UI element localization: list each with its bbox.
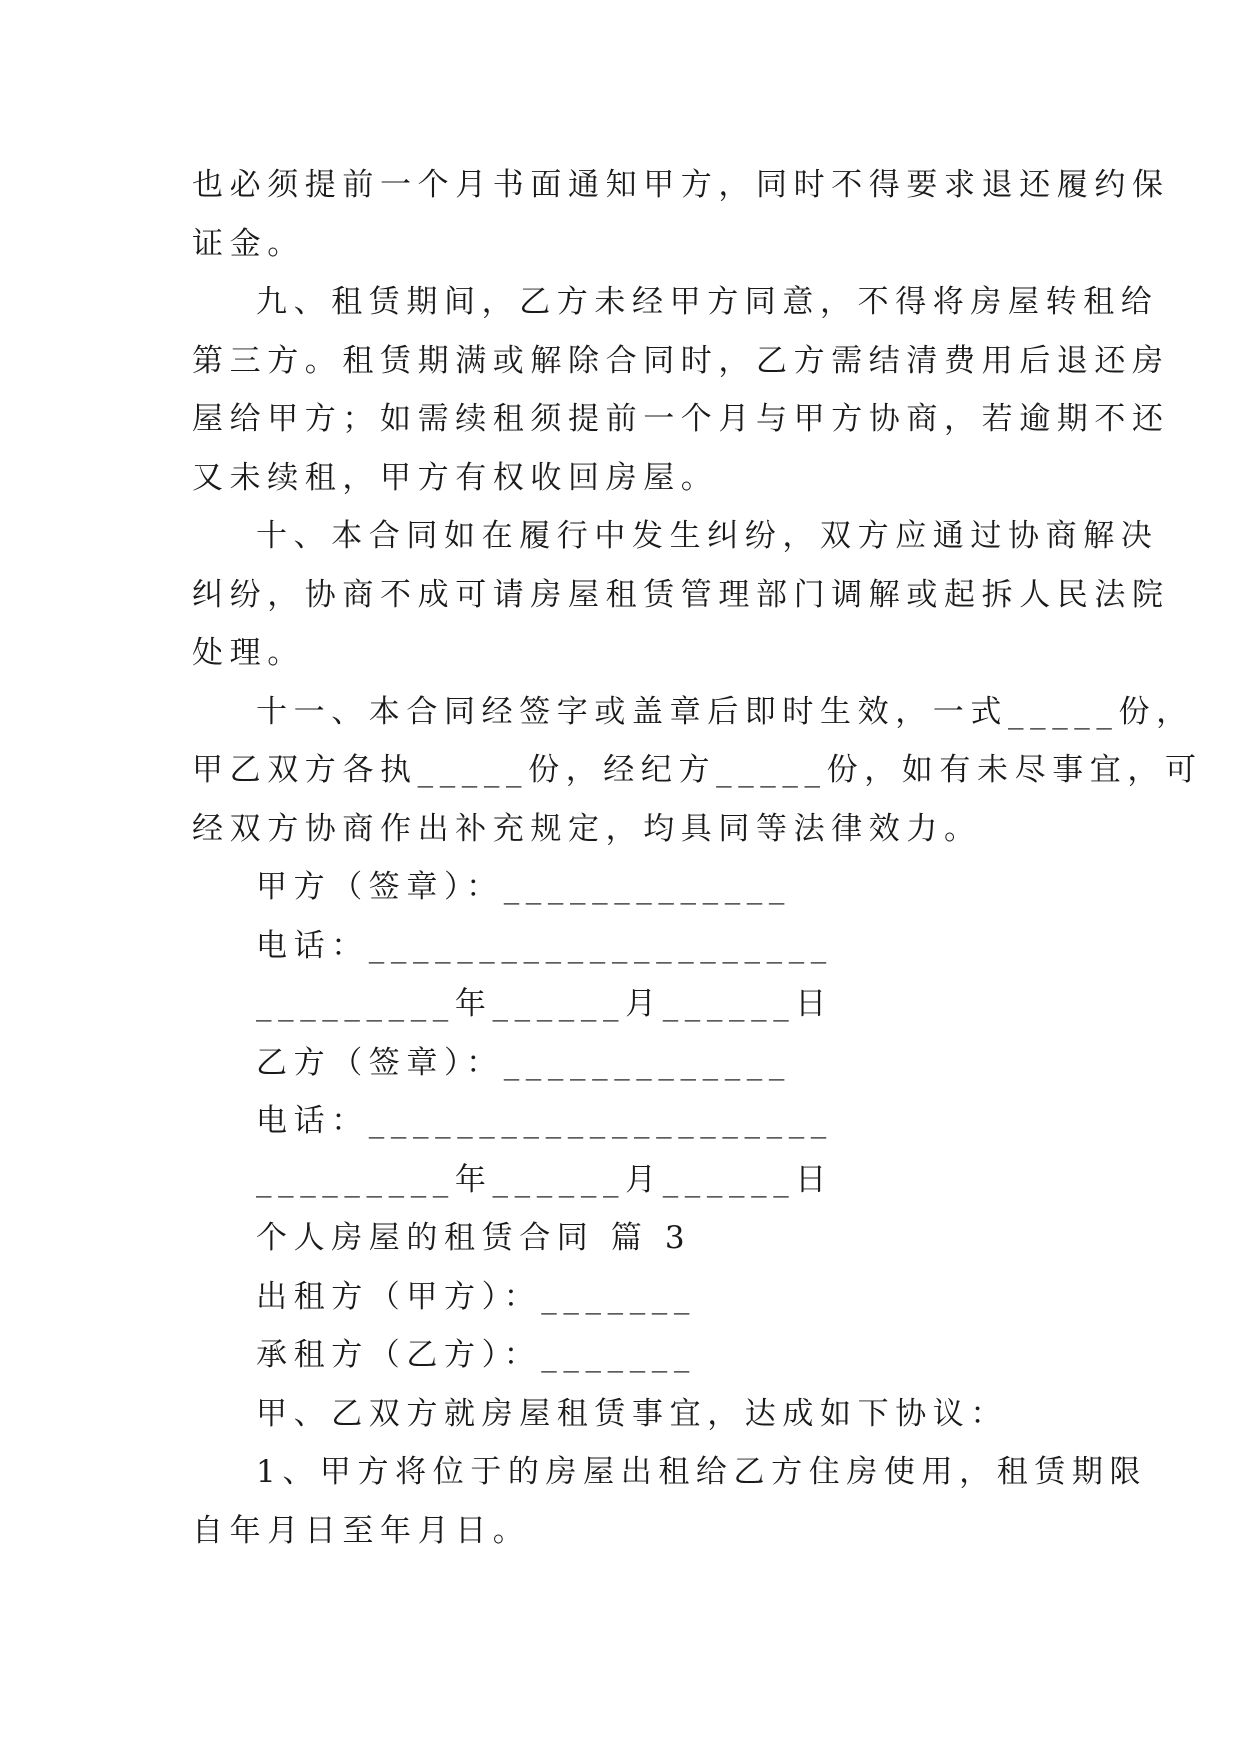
- text-line: 屋给甲方；如需续租须提前一个月与甲方协商，若逾期不还: [192, 401, 1170, 437]
- text-line: 自年月日至年月日。: [192, 1512, 531, 1549]
- clause-9-line: 九、租赁期间，乙方未经甲方同意，不得将房屋转租给: [256, 284, 1159, 320]
- text-line: 甲乙双方各执_____份，经纪方_____份，如有未尽事宜，可: [192, 752, 1203, 788]
- text-line: 经双方协商作出补充规定，均具同等法律效力。: [192, 810, 982, 847]
- clause-1-line: 1、甲方将位于的房屋出租给乙方住房使用，租赁期限: [256, 1454, 1148, 1490]
- party-a-phone-line: 电话：_____________________: [256, 927, 833, 964]
- text-line: 也必须提前一个月书面通知甲方，同时不得要求退还履约保: [192, 167, 1170, 203]
- text-line: 处理。: [192, 635, 305, 671]
- text-line: 又未续租，甲方有权收回房屋。: [192, 459, 719, 496]
- section-heading: 个人房屋的租赁合同 篇 3: [256, 1220, 692, 1256]
- text-line: 证金。: [192, 225, 305, 262]
- clause-11-line: 十一、本合同经签字或盖章后即时生效，一式_____份，: [256, 693, 1194, 730]
- document-page: [192, 156, 1203, 1560]
- lessee-line: 承租方（乙方）：_______: [256, 1337, 696, 1373]
- text-line: 纠纷，协商不成可请房屋租赁管理部门调解或起拆人民法院: [192, 576, 1170, 613]
- party-a-date-line: _________年______月______日: [256, 986, 833, 1022]
- text-line: 第三方。租赁期满或解除合同时，乙方需结清费用后退还房: [192, 342, 1170, 379]
- clause-10-line: 十、本合同如在履行中发生纠纷，双方应通过协商解决: [256, 518, 1159, 554]
- lessor-line: 出租方（甲方）：_______: [256, 1278, 696, 1315]
- party-b-phone-line: 电话：_____________________: [256, 1103, 833, 1139]
- party-b-signature-line: 乙方（签章）：_____________: [256, 1044, 791, 1081]
- agreement-intro-line: 甲、乙双方就房屋租赁事宜，达成如下协议：: [256, 1395, 1008, 1432]
- party-b-date-line: _________年______月______日: [256, 1161, 833, 1198]
- party-a-signature-line: 甲方（签章）：_____________: [256, 869, 791, 905]
